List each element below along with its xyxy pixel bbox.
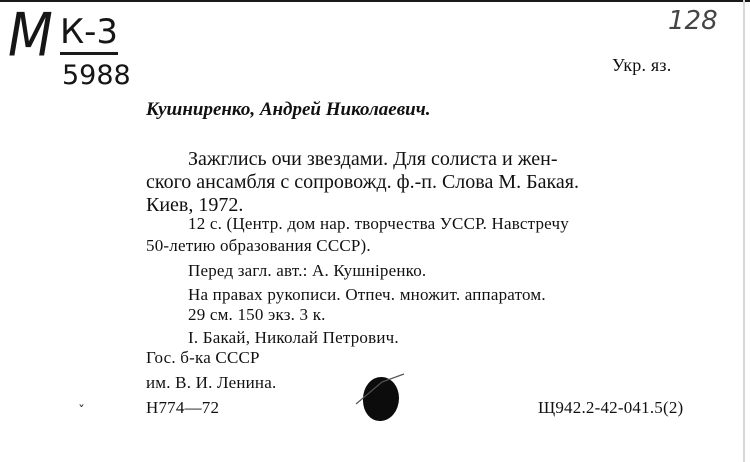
card-number: Н774—72 [146,398,220,417]
language-note: Укр. яз. [612,55,672,75]
note-manuscript-rights: На правах рукописи. Отпеч. множит. аппаратом. [188,285,546,304]
right-border [743,0,745,462]
handwritten-top-number: 128 [668,6,718,36]
library-line-2: им. В. И. Ленина. [146,373,277,392]
classification-code: Щ942.2-42-041.5(2) [538,398,684,417]
library-line-1: Гос. б-ка СССР [146,348,260,367]
author-heading: Кушниренко, Андрей Николаевич. [146,99,431,120]
pencil-stroke [352,368,412,408]
handwritten-letter: М [8,1,53,71]
title-line-2: ского ансамбля с сопровожд. ф.-п. Слова М. Бакая. [146,171,579,193]
note-author-form: Перед загл. авт.: А. Кушніренко. [188,261,427,280]
collation-line-1: 12 с. (Центр. дом нар. творчества УССР. Навстречу [188,214,569,233]
title-line-3: Киев, 1972. [146,194,244,216]
note-dimensions-print-run: 29 см. 150 экз. 3 к. [188,305,326,324]
top-border [0,0,750,2]
handwritten-accession-number: 5988 [62,60,131,91]
handwritten-shelf-code: К-3 [60,12,118,55]
collation-line-2: 50-летию образования СССР). [146,236,371,255]
pencil-tick-mark: ˇ [78,404,85,420]
added-entry: I. Бакай, Николай Петрович. [188,328,399,347]
title-line-1: Зажглись очи звездами. Для солиста и жен- [188,148,558,170]
